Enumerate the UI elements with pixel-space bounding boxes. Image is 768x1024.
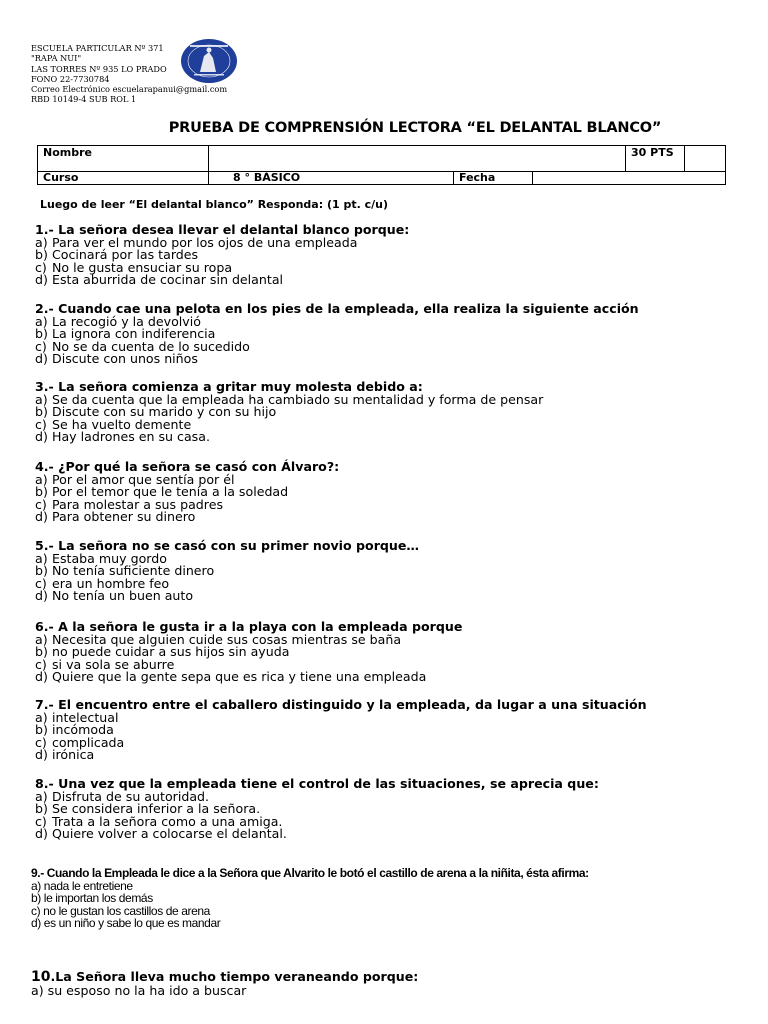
option-text: Para obtener su dinero <box>52 509 196 525</box>
question-title: 9.- Cuando la Empleada le dice a la Señora que Alvarito le botó el castillo de arena a la niñita, ésta afirma: <box>31 866 589 880</box>
school-line: RBD 10149-4 SUB ROL 1 <box>31 94 137 105</box>
question-1 <box>35 224 409 287</box>
school-line: "RAPA NUI" <box>31 53 82 64</box>
school-logo-icon <box>180 38 238 84</box>
option-letter: b) <box>35 247 48 263</box>
fecha-field[interactable] <box>533 172 726 185</box>
option-text: Se da cuenta que la empleada ha cambiado su mentalidad y forma de pensar <box>52 391 544 407</box>
option-letter: c) <box>35 575 47 591</box>
option-text: irónica <box>52 747 95 763</box>
score-field[interactable] <box>685 146 726 172</box>
question-5 <box>35 540 419 603</box>
answer-option[interactable] <box>35 431 543 444</box>
option-letter: d) <box>35 429 48 445</box>
option-letter: d) <box>35 272 48 288</box>
school-line: LAS TORRES Nº 935 LO PRADO <box>31 63 167 74</box>
answer-option[interactable]: d) es un niño y sabe lo que es mandar <box>31 916 221 931</box>
option-letter: d) <box>35 509 48 525</box>
question-title: 6.- A la señora le gusta ir a la playa con la empleada porque <box>35 619 463 634</box>
question-2 <box>35 303 639 366</box>
question-6 <box>35 621 462 684</box>
option-letter: a) <box>35 788 48 804</box>
answer-option[interactable] <box>35 828 599 841</box>
option-text: si va sola se aburre <box>52 656 175 672</box>
question-title: 2.- Cuando cae una pelota en los pies de la empleada, ella realiza la siguiente acción <box>35 301 639 316</box>
option-text: no puede cuidar a sus hijos sin ayuda <box>52 644 290 660</box>
nombre-label: Nombre <box>38 146 209 172</box>
option-letter: d) <box>35 747 48 763</box>
answer-option[interactable]: a) su esposo no la ha ido a buscar <box>31 983 247 998</box>
option-text: Discute con su marido y con su hijo <box>52 404 277 420</box>
question-4 <box>35 461 339 524</box>
question-7 <box>35 699 647 762</box>
option-letter: d) <box>35 351 48 367</box>
option-text: Se ha vuelto demente <box>52 416 192 432</box>
option-text: No le gusta ensuciar su ropa <box>52 259 233 275</box>
option-text: No tenía suficiente dinero <box>52 563 215 579</box>
option-text: La recogió y la devolvió <box>52 313 201 329</box>
option-text: Se considera inferior a la señora. <box>52 801 261 817</box>
nombre-field[interactable] <box>209 146 626 172</box>
option-text: Necesita que alguien cuide sus cosas mientras se baña <box>52 631 402 647</box>
option-text: Para molestar a sus padres <box>52 496 224 512</box>
option-letter: c) <box>35 656 47 672</box>
option-letter: a) <box>35 709 48 725</box>
option-text: Disfruta de su autoridad. <box>52 788 210 804</box>
answer-option[interactable] <box>35 511 339 524</box>
option-letter: b) <box>35 644 48 660</box>
option-letter: b) <box>35 326 48 342</box>
option-letter: b) <box>35 484 48 500</box>
question-9 <box>31 867 589 930</box>
option-letter: d) <box>35 669 48 685</box>
option-letter: c) <box>35 734 47 750</box>
question-title: 4.- ¿Por qué la señora se casó con Álvaro?: <box>35 459 340 474</box>
option-text: complicada <box>52 734 125 750</box>
option-text: Hay ladrones en su casa. <box>52 429 210 445</box>
instructions: Luego de leer “El delantal blanco” Responda: (1 pt. c/u) <box>40 198 389 211</box>
curso-value: 8 ° BÁSICO <box>209 172 454 185</box>
option-letter: c) <box>35 259 47 275</box>
school-line: Correo Electrónico escuelarapanui@gmail.com <box>31 84 228 95</box>
option-letter: c) <box>35 496 47 512</box>
option-text: Estaba muy gordo <box>52 550 167 566</box>
option-letter: a) <box>35 550 48 566</box>
answer-option[interactable] <box>35 734 647 750</box>
curso-label: Curso <box>38 172 209 185</box>
answer-option[interactable] <box>35 353 639 366</box>
answer-option[interactable] <box>35 749 647 762</box>
option-text: Quiere volver a colocarse el delantal. <box>52 826 287 842</box>
option-text: intelectual <box>52 709 119 725</box>
option-letter: a) <box>35 313 48 329</box>
option-letter: a) <box>35 471 48 487</box>
option-letter: a) <box>35 234 48 250</box>
option-letter: d) <box>35 588 48 604</box>
question-title: 3.- La señora comienza a gritar muy molesta debido a: <box>35 379 423 394</box>
option-letter: b) <box>35 404 48 420</box>
answer-option[interactable] <box>35 724 647 737</box>
option-letter: a) <box>35 391 48 407</box>
student-info-table <box>37 145 726 185</box>
option-letter: d) <box>35 826 48 842</box>
option-text: No se da cuenta de lo sucedido <box>52 338 250 354</box>
question-number: 10 <box>31 969 51 985</box>
option-letter: c) <box>35 338 47 354</box>
option-letter: c) <box>35 813 47 829</box>
option-text: La ignora con indiferencia <box>52 326 216 342</box>
answer-option[interactable] <box>35 274 409 287</box>
option-text: No tenía un buen auto <box>52 588 194 604</box>
question-title <box>31 970 418 984</box>
option-text: Para ver el mundo por los ojos de una empleada <box>52 234 358 250</box>
page-title: PRUEBA DE COMPRENSIÓN LECTORA “EL DELANTAL BLANCO” <box>168 120 662 136</box>
question-title: 5.- La señora no se casó con su primer novio porque… <box>35 538 420 553</box>
option-text: incómoda <box>52 722 114 738</box>
answer-option[interactable]: a) nada le entretiene <box>31 878 133 893</box>
option-letter: c) <box>35 416 47 432</box>
question-8 <box>35 778 599 841</box>
answer-option[interactable] <box>35 671 462 684</box>
option-letter: b) <box>35 801 48 817</box>
option-text: Quiere que la gente sepa que es rica y tiene una empleada <box>52 669 427 685</box>
answer-option[interactable]: b) le importan los demás <box>31 891 153 906</box>
question-3 <box>35 381 543 444</box>
option-text: era un hombre feo <box>52 575 170 591</box>
option-text: Discute con unos niños <box>52 351 198 367</box>
option-letter: b) <box>35 722 48 738</box>
answer-option[interactable] <box>35 590 419 603</box>
fecha-label: Fecha <box>454 172 533 185</box>
option-text: Cocinará por las tardes <box>52 247 199 263</box>
school-line: ESCUELA PARTICULAR Nº 371 <box>31 43 164 53</box>
option-text: Esta aburrida de cocinar sin delantal <box>52 272 284 288</box>
score-label: 30 PTS <box>626 146 685 172</box>
option-text: Por el amor que sentía por él <box>52 471 235 487</box>
option-letter: b) <box>35 563 48 579</box>
option-letter: a) <box>35 631 48 647</box>
question-10 <box>31 970 418 998</box>
question-text: .La Señora lleva mucho tiempo veraneando porque: <box>50 969 419 984</box>
answer-option[interactable]: c) no le gustan los castillos de arena <box>31 903 210 918</box>
option-text: Trata a la señora como a una amiga. <box>52 813 283 829</box>
question-title: 1.- La señora desea llevar el delantal blanco porque: <box>35 222 410 237</box>
answer-option[interactable] <box>35 709 647 725</box>
school-line: FONO 22-7730784 <box>31 73 110 84</box>
question-title: 8.- Una vez que la empleada tiene el control de las situaciones, se aprecia que: <box>35 776 599 791</box>
option-text: Por el temor que le tenía a la soledad <box>52 484 289 500</box>
question-title: 7.- El encuentro entre el caballero distinguido y la empleada, da lugar a una situación <box>35 697 647 712</box>
